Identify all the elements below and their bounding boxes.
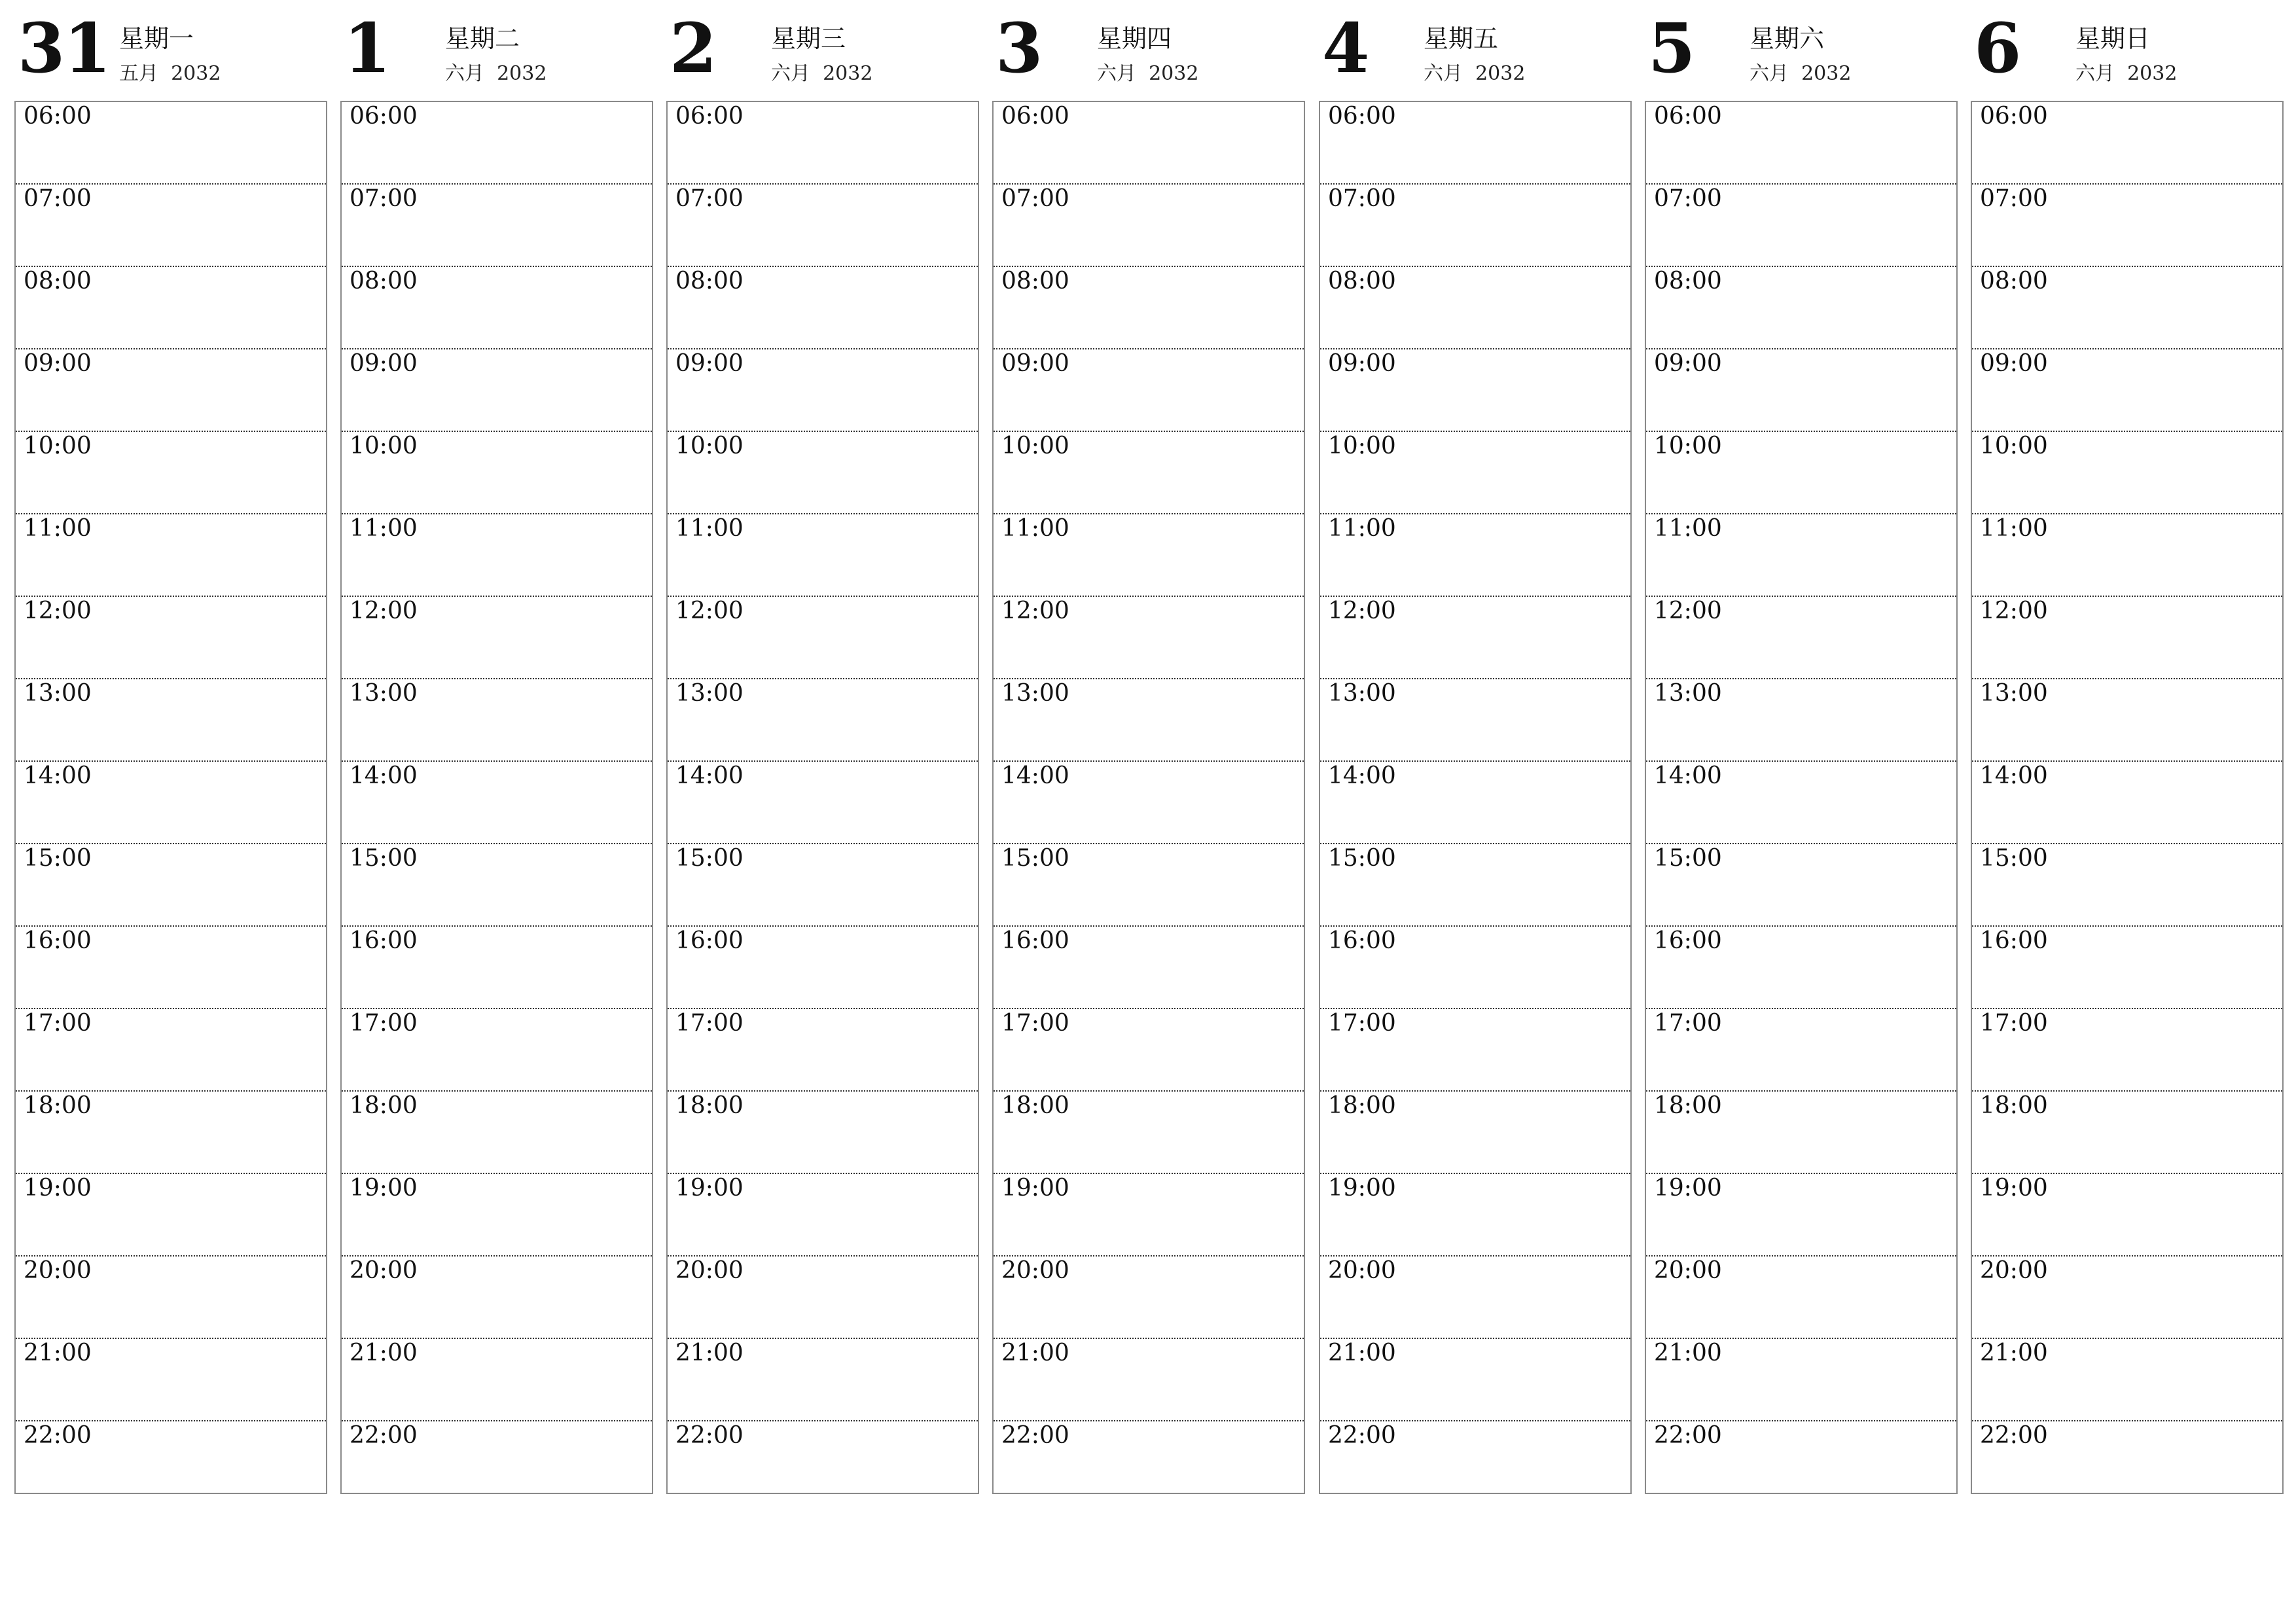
- month-label: 六月: [771, 62, 810, 85]
- hour-slot[interactable]: [1646, 844, 1956, 927]
- hour-slot[interactable]: [342, 762, 652, 844]
- hour-slot[interactable]: [668, 1421, 978, 1505]
- hour-slot[interactable]: [1646, 762, 1956, 844]
- hour-slot[interactable]: [16, 267, 326, 349]
- day-schedule-box: [1319, 101, 1632, 1494]
- hour-slot[interactable]: [994, 1257, 1304, 1339]
- day-column: [1971, 0, 2284, 1449]
- hour-label: 20:00: [1001, 1257, 1069, 1284]
- month-year-label: [2075, 64, 2177, 84]
- hour-slot[interactable]: [994, 1421, 1304, 1505]
- hour-label: 20:00: [675, 1257, 744, 1284]
- hour-label: 19:00: [675, 1175, 744, 1202]
- hour-slot[interactable]: [994, 762, 1304, 844]
- hour-slot[interactable]: [1646, 349, 1956, 432]
- hour-label: 06:00: [1980, 103, 2048, 130]
- day-column: [340, 0, 653, 1449]
- hour-slot[interactable]: [1972, 1421, 2282, 1505]
- hour-slot[interactable]: [1646, 927, 1956, 1009]
- hour-label: 12:00: [1980, 597, 2048, 624]
- hour-slot[interactable]: [994, 1174, 1304, 1257]
- year-label: 2032: [1149, 62, 1199, 85]
- hour-slot[interactable]: [668, 1009, 978, 1092]
- hour-label: 21:00: [24, 1340, 92, 1366]
- hour-label: 06:00: [1328, 103, 1396, 130]
- hour-label: 11:00: [24, 515, 92, 542]
- hour-label: 07:00: [350, 185, 418, 212]
- hour-label: 16:00: [1001, 927, 1069, 954]
- day-number: 31: [18, 8, 110, 88]
- hour-slot[interactable]: [994, 927, 1304, 1009]
- hour-slot[interactable]: [1972, 102, 2282, 185]
- hour-slot[interactable]: [1972, 927, 2282, 1009]
- hour-slot[interactable]: [1646, 1092, 1956, 1174]
- hour-label: 20:00: [1328, 1257, 1396, 1284]
- year-label: 2032: [171, 62, 221, 85]
- hour-slot[interactable]: [994, 1092, 1304, 1174]
- hour-slot[interactable]: [1320, 1257, 1630, 1339]
- hour-slot[interactable]: [342, 514, 652, 597]
- hour-slot[interactable]: [1320, 1339, 1630, 1421]
- hour-label: 14:00: [24, 762, 92, 789]
- hour-label: 15:00: [1654, 845, 1722, 872]
- hour-label: 09:00: [1328, 350, 1396, 377]
- hour-label: 08:00: [24, 268, 92, 294]
- hour-label: 12:00: [1328, 597, 1396, 624]
- day-schedule-box: [666, 101, 979, 1494]
- hour-slot[interactable]: [342, 267, 652, 349]
- hour-slot[interactable]: [994, 679, 1304, 762]
- hour-label: 11:00: [1654, 515, 1722, 542]
- hour-label: 08:00: [675, 268, 744, 294]
- hour-label: 14:00: [1980, 762, 2048, 789]
- hour-slot[interactable]: [16, 1174, 326, 1257]
- hour-slot[interactable]: [1320, 597, 1630, 679]
- hour-label: 14:00: [1328, 762, 1396, 789]
- month-label: 六月: [1749, 62, 1789, 85]
- day-schedule-box: [14, 101, 327, 1494]
- hour-slot[interactable]: [1972, 349, 2282, 432]
- hour-label: 06:00: [1001, 103, 1069, 130]
- hour-slot[interactable]: [1320, 927, 1630, 1009]
- hour-slot[interactable]: [1972, 267, 2282, 349]
- day-column: [1645, 0, 1958, 1449]
- hour-label: 18:00: [1001, 1092, 1069, 1119]
- weekday-label: 星期三: [771, 24, 846, 53]
- hour-slot[interactable]: [1320, 102, 1630, 185]
- hour-slot[interactable]: [1646, 432, 1956, 514]
- hour-slot[interactable]: [668, 432, 978, 514]
- hour-label: 07:00: [675, 185, 744, 212]
- hour-label: 22:00: [1980, 1422, 2048, 1449]
- hour-label: 11:00: [1328, 515, 1396, 542]
- hour-slot[interactable]: [1972, 1092, 2282, 1174]
- hour-label: 13:00: [675, 680, 744, 707]
- hour-slot[interactable]: [16, 1092, 326, 1174]
- hour-label: 15:00: [24, 845, 92, 872]
- hour-slot[interactable]: [16, 1421, 326, 1505]
- hour-slot[interactable]: [668, 679, 978, 762]
- hour-slot[interactable]: [1972, 844, 2282, 927]
- hour-slot[interactable]: [1972, 1339, 2282, 1421]
- hour-slot[interactable]: [1972, 1009, 2282, 1092]
- year-label: 2032: [1801, 62, 1852, 85]
- hour-label: 09:00: [675, 350, 744, 377]
- hour-slot[interactable]: [1972, 597, 2282, 679]
- hour-slot[interactable]: [994, 432, 1304, 514]
- hour-slot[interactable]: [994, 597, 1304, 679]
- month-year-label: [119, 64, 221, 84]
- hour-slot[interactable]: [16, 432, 326, 514]
- hour-label: 14:00: [675, 762, 744, 789]
- day-number: 2: [670, 8, 716, 88]
- hour-label: 17:00: [350, 1010, 418, 1037]
- hour-label: 14:00: [350, 762, 418, 789]
- hour-slot[interactable]: [668, 1174, 978, 1257]
- hour-label: 21:00: [675, 1340, 744, 1366]
- hour-label: 15:00: [1980, 845, 2048, 872]
- hour-label: 06:00: [675, 103, 744, 130]
- month-year-label: [1424, 64, 1525, 84]
- hour-slot[interactable]: [1320, 1009, 1630, 1092]
- hour-slot[interactable]: [668, 844, 978, 927]
- hour-label: 17:00: [1001, 1010, 1069, 1037]
- hour-slot[interactable]: [1320, 432, 1630, 514]
- day-header: [340, 0, 653, 101]
- day-header: [1645, 0, 1958, 101]
- hour-label: 20:00: [1980, 1257, 2048, 1284]
- hour-label: 13:00: [1654, 680, 1722, 707]
- day-schedule-box: [340, 101, 653, 1494]
- hour-label: 12:00: [350, 597, 418, 624]
- hour-slot[interactable]: [1320, 679, 1630, 762]
- hour-slot[interactable]: [1320, 349, 1630, 432]
- hour-label: 20:00: [24, 1257, 92, 1284]
- hour-label: 10:00: [1328, 433, 1396, 459]
- hour-label: 16:00: [350, 927, 418, 954]
- year-label: 2032: [497, 62, 547, 85]
- hour-slot[interactable]: [668, 927, 978, 1009]
- hour-slot[interactable]: [1320, 1174, 1630, 1257]
- hour-label: 17:00: [1654, 1010, 1722, 1037]
- hour-slot[interactable]: [342, 1421, 652, 1505]
- hour-label: 19:00: [1328, 1175, 1396, 1202]
- hour-label: 21:00: [1328, 1340, 1396, 1366]
- hour-slot[interactable]: [342, 1257, 652, 1339]
- hour-slot[interactable]: [1972, 432, 2282, 514]
- hour-slot[interactable]: [994, 102, 1304, 185]
- hour-label: 12:00: [675, 597, 744, 624]
- hour-slot[interactable]: [16, 597, 326, 679]
- month-label: 五月: [119, 62, 158, 85]
- hour-slot[interactable]: [1646, 1339, 1956, 1421]
- day-header: [1971, 0, 2284, 101]
- hour-label: 21:00: [350, 1340, 418, 1366]
- hour-label: 19:00: [1654, 1175, 1722, 1202]
- hour-slot[interactable]: [16, 1257, 326, 1339]
- hour-label: 22:00: [1654, 1422, 1722, 1449]
- hour-label: 19:00: [1980, 1175, 2048, 1202]
- hour-slot[interactable]: [1972, 1174, 2282, 1257]
- hour-label: 15:00: [350, 845, 418, 872]
- month-year-label: [771, 64, 872, 84]
- hour-slot[interactable]: [994, 267, 1304, 349]
- hour-label: 16:00: [675, 927, 744, 954]
- hour-slot[interactable]: [16, 844, 326, 927]
- hour-slot[interactable]: [342, 1009, 652, 1092]
- hour-label: 06:00: [1654, 103, 1722, 130]
- hour-label: 13:00: [1980, 680, 2048, 707]
- hour-slot[interactable]: [1320, 844, 1630, 927]
- hour-label: 09:00: [350, 350, 418, 377]
- hour-slot[interactable]: [994, 185, 1304, 267]
- hour-label: 11:00: [350, 515, 418, 542]
- hour-label: 10:00: [24, 433, 92, 459]
- hour-slot[interactable]: [1972, 185, 2282, 267]
- hour-slot[interactable]: [342, 927, 652, 1009]
- hour-label: 08:00: [1328, 268, 1396, 294]
- hour-label: 07:00: [24, 185, 92, 212]
- hour-label: 09:00: [1980, 350, 2048, 377]
- hour-slot[interactable]: [342, 185, 652, 267]
- hour-label: 10:00: [350, 433, 418, 459]
- hour-slot[interactable]: [994, 514, 1304, 597]
- hour-slot[interactable]: [16, 514, 326, 597]
- hour-slot[interactable]: [668, 102, 978, 185]
- hour-label: 09:00: [1654, 350, 1722, 377]
- hour-label: 20:00: [350, 1257, 418, 1284]
- month-label: 六月: [2075, 62, 2115, 85]
- hour-slot[interactable]: [1972, 679, 2282, 762]
- month-year-label: [1097, 64, 1198, 84]
- day-number: 4: [1322, 8, 1369, 88]
- hour-slot[interactable]: [16, 1009, 326, 1092]
- hour-label: 13:00: [350, 680, 418, 707]
- hour-slot[interactable]: [342, 679, 652, 762]
- hour-label: 09:00: [1001, 350, 1069, 377]
- day-column: [14, 0, 327, 1449]
- day-column: [992, 0, 1305, 1449]
- hour-label: 19:00: [350, 1175, 418, 1202]
- hour-label: 15:00: [675, 845, 744, 872]
- hour-label: 13:00: [1328, 680, 1396, 707]
- hour-label: 18:00: [350, 1092, 418, 1119]
- hour-slot[interactable]: [342, 432, 652, 514]
- hour-slot[interactable]: [342, 349, 652, 432]
- hour-slot[interactable]: [994, 844, 1304, 927]
- day-header: [992, 0, 1305, 101]
- hour-label: 13:00: [24, 680, 92, 707]
- weekday-label: 星期四: [1097, 24, 1172, 53]
- hour-label: 16:00: [1980, 927, 2048, 954]
- day-column: [1319, 0, 1632, 1449]
- hour-label: 15:00: [1328, 845, 1396, 872]
- hour-slot[interactable]: [1646, 514, 1956, 597]
- hour-slot[interactable]: [668, 1339, 978, 1421]
- hour-slot[interactable]: [1646, 1174, 1956, 1257]
- hour-slot[interactable]: [342, 1174, 652, 1257]
- hour-slot[interactable]: [1320, 267, 1630, 349]
- hour-slot[interactable]: [1320, 1421, 1630, 1505]
- hour-slot[interactable]: [1646, 1257, 1956, 1339]
- hour-label: 21:00: [1654, 1340, 1722, 1366]
- hour-slot[interactable]: [994, 1009, 1304, 1092]
- hour-label: 14:00: [1654, 762, 1722, 789]
- hour-slot[interactable]: [1646, 267, 1956, 349]
- hour-slot[interactable]: [668, 267, 978, 349]
- hour-slot[interactable]: [1972, 762, 2282, 844]
- day-header: [666, 0, 979, 101]
- hour-slot[interactable]: [1320, 1092, 1630, 1174]
- day-schedule-box: [1645, 101, 1958, 1494]
- hour-slot[interactable]: [994, 349, 1304, 432]
- hour-slot[interactable]: [1646, 1009, 1956, 1092]
- hour-label: 07:00: [1001, 185, 1069, 212]
- day-number: 5: [1648, 8, 1695, 88]
- hour-slot[interactable]: [1646, 679, 1956, 762]
- hour-slot[interactable]: [1646, 597, 1956, 679]
- hour-slot[interactable]: [1320, 514, 1630, 597]
- day-number: 3: [996, 8, 1042, 88]
- day-schedule-box: [992, 101, 1305, 1494]
- hour-label: 11:00: [675, 515, 744, 542]
- hour-label: 10:00: [1980, 433, 2048, 459]
- hour-label: 07:00: [1328, 185, 1396, 212]
- hour-slot[interactable]: [16, 185, 326, 267]
- hour-label: 13:00: [1001, 680, 1069, 707]
- day-header: [14, 0, 327, 101]
- hour-slot[interactable]: [668, 762, 978, 844]
- year-label: 2032: [2127, 62, 2178, 85]
- hour-slot[interactable]: [342, 844, 652, 927]
- hour-label: 18:00: [1980, 1092, 2048, 1119]
- hour-slot[interactable]: [668, 1257, 978, 1339]
- hour-label: 16:00: [1328, 927, 1396, 954]
- hour-label: 10:00: [675, 433, 744, 459]
- hour-slot[interactable]: [342, 1339, 652, 1421]
- month-label: 六月: [1424, 62, 1463, 85]
- hour-label: 07:00: [1980, 185, 2048, 212]
- hour-slot[interactable]: [16, 927, 326, 1009]
- hour-label: 18:00: [1328, 1092, 1396, 1119]
- hour-slot[interactable]: [16, 102, 326, 185]
- hour-slot[interactable]: [342, 597, 652, 679]
- hour-slot[interactable]: [668, 1092, 978, 1174]
- hour-slot[interactable]: [342, 1092, 652, 1174]
- hour-label: 22:00: [350, 1422, 418, 1449]
- day-schedule-box: [1971, 101, 2284, 1494]
- hour-label: 16:00: [24, 927, 92, 954]
- hour-slot[interactable]: [16, 1339, 326, 1421]
- month-year-label: [1749, 64, 1851, 84]
- hour-slot[interactable]: [668, 349, 978, 432]
- hour-label: 08:00: [1980, 268, 2048, 294]
- month-label: 六月: [445, 62, 484, 85]
- hour-label: 08:00: [1654, 268, 1722, 294]
- hour-label: 22:00: [675, 1422, 744, 1449]
- hour-label: 07:00: [1654, 185, 1722, 212]
- hour-label: 17:00: [675, 1010, 744, 1037]
- hour-label: 06:00: [350, 103, 418, 130]
- hour-slot[interactable]: [16, 349, 326, 432]
- hour-label: 22:00: [1328, 1422, 1396, 1449]
- hour-label: 17:00: [1980, 1010, 2048, 1037]
- hour-label: 10:00: [1001, 433, 1069, 459]
- hour-label: 17:00: [1328, 1010, 1396, 1037]
- hour-slot[interactable]: [1320, 762, 1630, 844]
- hour-slot[interactable]: [668, 597, 978, 679]
- day-column: [666, 0, 979, 1449]
- month-label: 六月: [1097, 62, 1136, 85]
- hour-label: 22:00: [24, 1422, 92, 1449]
- weekday-label: 星期一: [119, 24, 194, 53]
- hour-label: 12:00: [24, 597, 92, 624]
- day-number: 1: [344, 8, 390, 88]
- hour-slot[interactable]: [16, 762, 326, 844]
- hour-slot[interactable]: [1646, 1421, 1956, 1505]
- hour-slot[interactable]: [668, 514, 978, 597]
- hour-slot[interactable]: [994, 1339, 1304, 1421]
- month-year-label: [445, 64, 547, 84]
- weekday-label: 星期日: [2075, 24, 2151, 53]
- hour-label: 09:00: [24, 350, 92, 377]
- hour-label: 12:00: [1654, 597, 1722, 624]
- hour-label: 12:00: [1001, 597, 1069, 624]
- year-label: 2032: [823, 62, 873, 85]
- hour-label: 18:00: [675, 1092, 744, 1119]
- hour-label: 22:00: [1001, 1422, 1069, 1449]
- hour-label: 11:00: [1980, 515, 2048, 542]
- hour-label: 11:00: [1001, 515, 1069, 542]
- hour-slot[interactable]: [1972, 1257, 2282, 1339]
- hour-label: 06:00: [24, 103, 92, 130]
- weekday-label: 星期二: [445, 24, 520, 53]
- weekday-label: 星期五: [1424, 24, 1499, 53]
- hour-slot[interactable]: [1646, 185, 1956, 267]
- hour-slot[interactable]: [342, 102, 652, 185]
- hour-label: 16:00: [1654, 927, 1722, 954]
- weekday-label: 星期六: [1749, 24, 1825, 53]
- hour-label: 08:00: [350, 268, 418, 294]
- hour-slot[interactable]: [1646, 102, 1956, 185]
- hour-label: 18:00: [24, 1092, 92, 1119]
- hour-slot[interactable]: [1320, 185, 1630, 267]
- hour-slot[interactable]: [1972, 514, 2282, 597]
- hour-slot[interactable]: [668, 185, 978, 267]
- hour-label: 10:00: [1654, 433, 1722, 459]
- hour-label: 17:00: [24, 1010, 92, 1037]
- hour-label: 08:00: [1001, 268, 1069, 294]
- hour-label: 15:00: [1001, 845, 1069, 872]
- year-label: 2032: [1475, 62, 1526, 85]
- hour-label: 14:00: [1001, 762, 1069, 789]
- day-number: 6: [1974, 8, 2020, 88]
- hour-label: 18:00: [1654, 1092, 1722, 1119]
- day-header: [1319, 0, 1632, 101]
- hour-label: 21:00: [1001, 1340, 1069, 1366]
- hour-label: 19:00: [1001, 1175, 1069, 1202]
- hour-slot[interactable]: [16, 679, 326, 762]
- hour-label: 20:00: [1654, 1257, 1722, 1284]
- hour-label: 19:00: [24, 1175, 92, 1202]
- hour-label: 21:00: [1980, 1340, 2048, 1366]
